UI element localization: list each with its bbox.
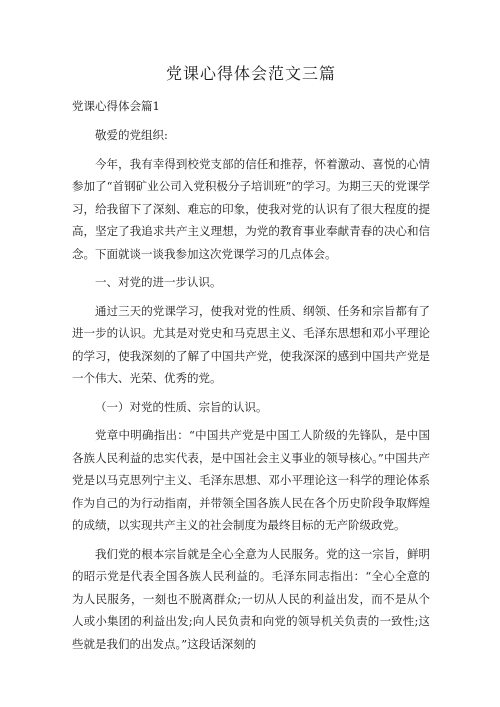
paragraph-nature: 党章中明确指出：“中国共产党是中国工人阶级的先锋队，是中国各族人民利益的忠实代表，是中国社会主义事业的领导核心。”中国共产党是以马克思列宁主义、毛泽东思想、邓小平理论这一科学的理论体系作为自己的为行动指南，并带领全国各族人民在各个历史阶段争取辉煌的成绩，以实现共产主义的社会制度为最终目标的无产阶级政党。	[72, 428, 430, 532]
salutation: 敬爱的党组织:	[95, 128, 168, 142]
subheading-1: （一）对党的性质、宗旨的认识。	[95, 399, 268, 414]
paragraph-understanding: 通过三天的党课学习，使我对党的性质、纲领、任务和宗旨都有了进一步的认识。尤其是对党史和马克思主义、毛泽东思想和邓小平理论的学习，使我深刻的了解了中国共产党，使我深深的感到中国共产党是一个伟大、光荣、优秀的党。	[72, 303, 430, 385]
section-title: 党课心得体会篇1	[72, 99, 160, 113]
paragraph-purpose: 我们党的根本宗旨就是全心全意为人民服务。党的这一宗旨，鲜明的昭示党是代表全国各族人民利益的。毛泽东同志指出：“全心全意的为人民服务，一刻也不脱离群众;一切从人民的利益出发，而不是从个人或小集团的利益出发;向人民负责和向党的领导机关负责的一致性;这些就是我们的出发点。”这段话深刻的	[72, 546, 430, 651]
paragraph-intro: 今年，我有幸得到校党支部的信任和推荐，怀着激动、喜悦的心情参加了“首钢矿业公司入党积极分子培训班”的学习。为期三天的党课学习，给我留下了深刻、难忘的印象，使我对党的认识有了很大程度的提高，坚定了我追求共产主义理想，为党的教育事业奉献青春的决心和信念。下面就谈一谈我参加这次党课学习的几点体会。	[72, 156, 430, 261]
document-title: 党课心得体会范文三篇	[165, 64, 336, 83]
heading-1: 一、对党的进一步认识。	[95, 275, 222, 289]
